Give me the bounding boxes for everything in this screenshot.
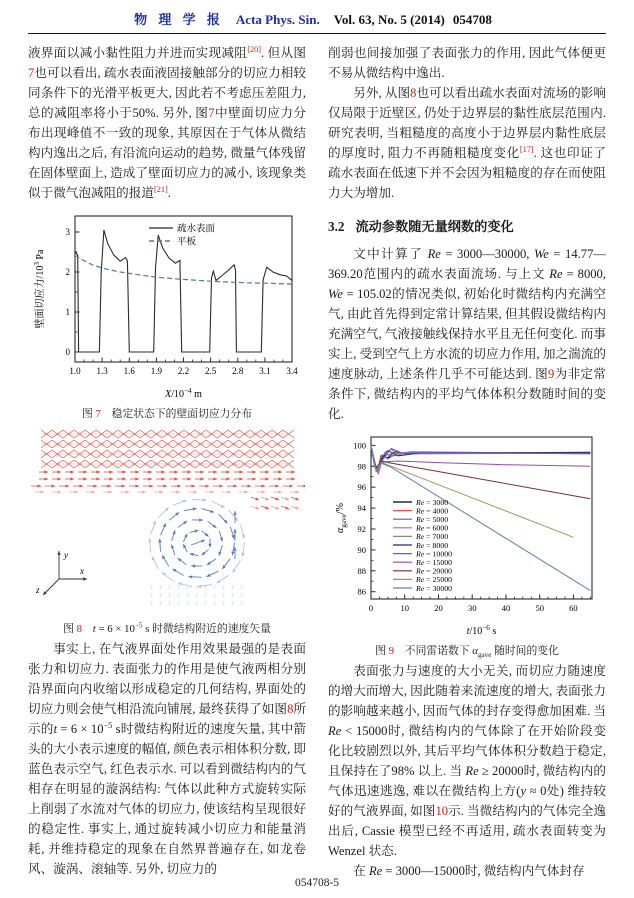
journal-title-cn: 物 理 学 报: [134, 12, 224, 27]
svg-text:0: 0: [65, 347, 70, 357]
svg-text:Re = 7000: Re = 7000: [416, 532, 449, 542]
figure-9: [328, 429, 606, 659]
left-column: [28, 43, 306, 881]
svg-text:Re = 30000: Re = 30000: [416, 583, 453, 593]
paragraph: 另外, 从图8也可以看出疏水表面对流场的影响仅局限于近壁区, 仍处于边界层的黏性底层范围内. 研究表明, 当粗糙度的高度小于边界层内黏性底层的厚度时, 阻力不再随粗糙度变化[17]. 这也印证了疏水表面在低速下并不会因为粗糙度的存在而使阻力大为增加.: [328, 86, 607, 200]
journal-header: [0, 0, 634, 28]
svg-text:Re = 8000: Re = 8000: [416, 540, 449, 550]
figure7-caption: 图 7 稳定状态下的壁面切应力分布: [81, 408, 253, 420]
svg-text:Re = 20000: Re = 20000: [416, 566, 453, 576]
svg-text:88: 88: [357, 565, 366, 576]
svg-text:Re = 6000: Re = 6000: [416, 523, 449, 533]
figure8-velocity-vector-plot: [29, 427, 305, 619]
figure7-shear-stress-chart: [31, 208, 303, 404]
article-number: 054708: [452, 12, 492, 27]
svg-text:94: 94: [357, 503, 366, 514]
page-number: 054708-5: [294, 877, 340, 889]
svg-text:40: 40: [501, 603, 511, 613]
svg-text:1.3: 1.3: [96, 366, 108, 376]
svg-text:壁面切应力/103 Pa: 壁面切应力$/10^3$ Pa: [33, 249, 46, 329]
svg-text:疏水表面: 疏水表面: [177, 224, 216, 235]
section-number: 3.2: [328, 219, 345, 234]
section-title: 流动参数随无量纲数的变化: [355, 219, 514, 234]
svg-text:2.2: 2.2: [177, 366, 190, 376]
paragraph-continuation: 液界面以减小黏性阻力并进而实现减阻[20]. 但从图7也可以看出, 疏水表面液固接触部分的切应力相较同条件下的光滑平板更大, 因此若不考虑压差阻力, 总的减阻率将小于50%. 另外, 图7中壁面切应力分布出现峰值不一致的现象, 其原因在于气体从微结构内逸出之后, 有沿流向运动的趋势, 微量气体残留在固体壁面上, 造成了壁面切应力的减小, 该现象类似于微气泡减阻的报道[21].: [28, 44, 307, 200]
svg-text:92: 92: [357, 524, 366, 534]
svg-text:50: 50: [535, 603, 544, 613]
svg-text:90: 90: [357, 544, 366, 555]
section-heading: [328, 216, 606, 235]
svg-text:3.4: 3.4: [286, 366, 298, 376]
svg-text:Re = 3000: Re = 3000: [416, 497, 449, 507]
svg-text:1.6: 1.6: [123, 366, 135, 376]
figure8-caption: 图 8 $t = 6 \times 10^{-5}$ s 时微结构附近的速度矢量: [63, 621, 271, 635]
svg-text:t/10−6 s: $t/10^{-6}$ s: [466, 624, 497, 637]
svg-text:X/10−4 m: $X/10^{-4}$ m: [165, 387, 202, 400]
svg-text:1: 1: [65, 307, 70, 317]
svg-text:3: 3: [65, 227, 70, 237]
svg-text:2.5: 2.5: [204, 366, 217, 376]
svg-text:Re = 25000: Re = 25000: [416, 575, 453, 585]
paragraph: 文中计算了 Re = 3000—30000, We = 14.77—369.20范围内的疏水表面流场. 与上文 Re = 8000, We = 105.02的情况类似, 初始化时微结构内充满空气, 由此首先得到定常计算结果, 但其假设微结构内充满空气, 气液接触线保持水平且无任何变化. 而事实上, 受到空气上方水流的切应力作用, 加之湍流的速度脉动, 上述条件几乎不可能达到. 图9为非定常条件下, 微结构内的平均气体体积分数随时间的变化.: [328, 247, 607, 421]
right-column: [328, 43, 606, 881]
svg-text:30: 30: [467, 603, 477, 613]
svg-text:1.0: 1.0: [69, 366, 81, 376]
svg-text:86: 86: [357, 586, 366, 597]
paragraph: 事实上, 在气液界面处作用效果最强的是表面张力和切应力. 表面张力的作用是使气液两相分别沿界面向内收缩以形成稳定的几何结构, 界面处的切应力则会使气相沿流向铺展, 最终获得了如图8所示的$t = 6 \times 10^{-5}$ s时微结构附近的速度矢量, 其中箭头的大小表示速度的幅值, 颜色表示相体积分数, 即蓝色表示空气, 红色表示水. 可以看到微结构内的气相存在明显的漩涡结构: 气体以此种方式旋转实际上削弱了水流对气体的切应力, 使该结构呈现很好的稳定性. 事实上, 通过旋转减小切应力和能量消耗, 并维持稳定的现象在自然界普遍存在, 如龙卷风、漩涡、滚轴等. 另外, 切应力的: [28, 642, 307, 876]
svg-text:60: 60: [569, 603, 578, 613]
svg-text:10: 10: [400, 603, 409, 613]
volume-info: Vol. 63, No. 5 (2014): [333, 12, 445, 27]
svg-text:20: 20: [434, 603, 443, 613]
paragraph-continuation: 削弱也间接加强了表面张力的作用, 因此气体便更不易从微结构中逸出.: [328, 46, 606, 80]
figure-7: [28, 208, 306, 422]
svg-text:z: z: [36, 585, 40, 595]
svg-text:100: 100: [353, 440, 366, 451]
svg-text:x: x: [80, 566, 84, 576]
figure9-gas-fraction-chart: [331, 429, 603, 641]
paragraph: 表面张力与速度的大小无关, 而切应力随速度的增大而增大, 因此随着来流速度的增大, 表面张力的影响越来越小, 因而气体的封存变得愈加困难. 当 Re < 15000时, 微结构内的气体除了在开始阶段变化比较剧烈以外, 其后平均气体体积分数趋于稳定, 且保持在了98% 以上. 当 Re ≥ 20000时, 微结构内的气体迅速逃逸, 难以在微结构上方(y ≈ 0处) 维持较好的气液界面, 如图10示. 当微结构内的气体完全逸出后, Cassie 模型已经不再适用, 疏水表面转变为Wenzel 状态.: [328, 664, 607, 858]
svg-text:Re = 10000: Re = 10000: [416, 549, 453, 559]
journal-title-en: Acta Phys. Sin.: [235, 12, 320, 27]
svg-text:96: 96: [357, 482, 366, 493]
figure-8: [28, 427, 306, 637]
two-column-body: [0, 34, 634, 881]
svg-text:0: 0: [368, 603, 374, 613]
svg-text:2.8: 2.8: [232, 366, 244, 376]
svg-text:Re = 15000: Re = 15000: [416, 558, 453, 568]
svg-text:αgave/%: $\alpha_{gave}/\%$: [335, 503, 348, 533]
svg-text:3.1: 3.1: [259, 366, 271, 376]
svg-text:y: y: [64, 550, 68, 560]
figure9-caption: 图 9 不同雷诺数下 $\alpha_{gave}$ 随时间的变化: [375, 645, 559, 660]
svg-text:Re = 5000: Re = 5000: [416, 515, 449, 525]
svg-text:2: 2: [65, 267, 70, 277]
svg-text:平板: 平板: [177, 237, 197, 248]
svg-text:98: 98: [357, 461, 366, 472]
svg-text:1.9: 1.9: [150, 366, 163, 376]
paragraph: 在 Re = 3000—15000时, 微结构内气体封存: [353, 864, 585, 878]
svg-text:Re = 4000: Re = 4000: [416, 506, 449, 516]
